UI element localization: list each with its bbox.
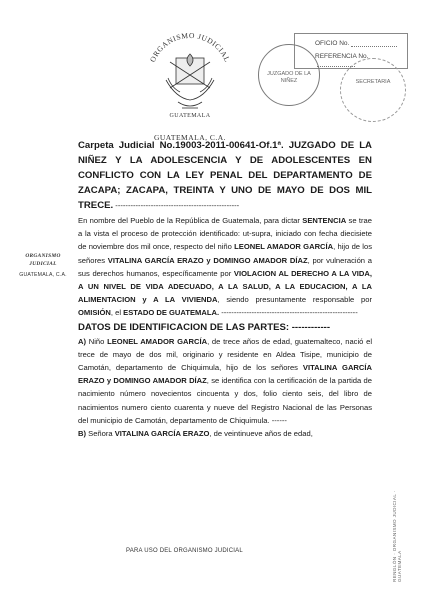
document-heading — [78, 138, 372, 213]
document-body — [78, 132, 372, 440]
bold-text-segment: ESTADO DE GUATEMALA. — [123, 308, 220, 318]
oficio-label: OFICIO No. — [315, 40, 350, 47]
party-b-paragraph — [78, 427, 372, 440]
bold-text-segment: LEONEL AMADOR GARCÍA — [107, 336, 208, 346]
text-segment: Señora — [86, 429, 115, 439]
text-segment: , se identifica con la certificación de la partida de nacimiento número novecientos cincuenta y dos, folio ciento seis, del libro de nacimientos numero ciento cuarenta y nueve del Registro Nacional de las Personas del municipio de Camotán, departamento de Chiquimula. ------ — [78, 376, 373, 425]
text-segment: , hijo de los señores — [78, 242, 373, 265]
text-segment: , de trece años de edad, guatemalteco, nació el trece de mayo de dos mil, originario y residente en Aldea Tisipe, municipio de Camotán, departamento de Chiquimula, hijo de los señores — [78, 336, 373, 373]
text-segment: , siendo presuntamente responsable por — [217, 295, 372, 305]
heading-dashes: ------------------------------------------------- — [113, 201, 240, 210]
text-segment: se trae a la vista el proceso de protección identificado: ut-supra, iniciado con fecha diecisiete de noviembre dos mil once, respecto del niño — [78, 216, 372, 252]
judicial-seal — [138, 18, 242, 130]
side-stamp-line3: GUATEMALA, C.A. — [19, 272, 67, 278]
bold-text-segment: VITALINA GARCÍA ERAZO — [114, 429, 210, 439]
party-a-paragraph — [78, 335, 372, 427]
bold-text-segment: A) — [78, 336, 87, 346]
seal-bottom-text: GUATEMALA — [169, 113, 211, 119]
bold-text-segment: VIOLACION AL DERECHO A LA VIDA, A UN NIVEL DE VIDA ADECUADO, A LA SALUD, A LA EDUCACION, A LA ALIMENTACION y A LA VIVIENDA — [78, 268, 372, 305]
text-segment: , de veintinueve años de edad, — [209, 429, 313, 439]
oficio-line — [351, 46, 397, 47]
heading-text: Carpeta Judicial No.19003-2011-00641-Of.1ª. JUZGADO DE LA NIÑEZ Y LA ADOLESCENCIA Y DE ADOLESCENTES EN CONFLICTO CON LA LEY PENAL DEL DEPARTAMENTO DE ZACAPA; ZACAPA, TREINTA Y UNO DE MAYO DE DOS MIL TRECE. — [78, 140, 372, 211]
referencia-label: REFERENCIA No. — [315, 53, 369, 60]
intro-paragraph — [78, 214, 372, 320]
bold-text-segment: B) — [78, 429, 87, 439]
bold-text-segment: SENTENCIA — [302, 216, 347, 225]
footer-text: PARA USO DEL ORGANISMO JUDICIAL — [126, 548, 243, 554]
vertical-margin-text: RENGLÓN · ORGANISMO JUDICIAL · GUATEMALA — [392, 490, 402, 582]
text-segment: , el — [110, 308, 124, 318]
secretaria-stamp-text: SECRETARIA — [355, 79, 391, 85]
text-segment: , por vulneración a sus derechos humanos, específicamente por — [78, 255, 372, 278]
side-stamp — [12, 252, 74, 279]
text-segment: ------------------------------------------------------ — [219, 308, 358, 318]
court-stamp-text: JUZGADO DE LA NIÑEZ — [267, 71, 311, 84]
seal-caption: GUATEMALA, C.A. — [153, 133, 227, 142]
text-segment: Niño — [86, 336, 108, 346]
side-stamp-line2: JUDICIAL — [29, 261, 57, 267]
text-segment: En nombre del Pueblo de la República de Guatemala, para dictar — [78, 216, 303, 225]
court-round-stamp — [258, 44, 320, 106]
bold-text-segment: LEONEL AMADOR GARCÍA — [234, 242, 334, 252]
seal-arc-text: ORGANISMO JUDICIAL — [147, 30, 233, 64]
section-title: DATOS DE IDENTIFICACION DE LAS PARTES: ------------ — [78, 321, 331, 333]
bold-text-segment: VITALINA GARCÍA ERAZO y DOMINGO AMADOR DÍAZ — [107, 255, 308, 265]
bold-text-segment: VITALINA GARCÍA ERAZO y DOMINGO AMADOR DÍAZ — [78, 363, 372, 386]
side-stamp-line1: ORGANISMO — [25, 253, 61, 259]
secretaria-round-stamp — [340, 58, 406, 122]
bold-text-segment: OMISIÓN — [78, 308, 111, 318]
